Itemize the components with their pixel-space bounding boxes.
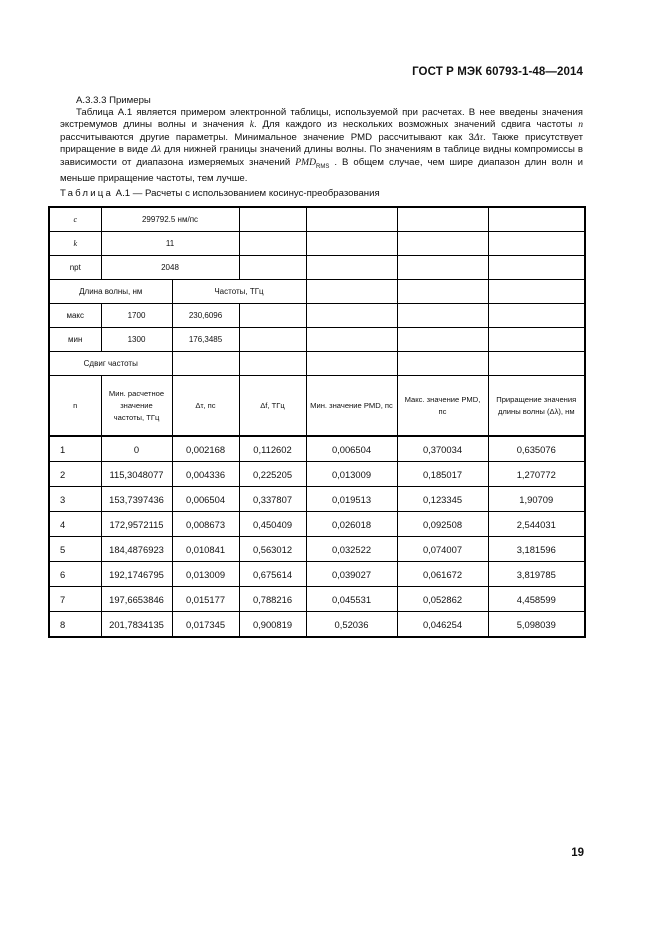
cell-min-freq: 153,7397436 — [101, 487, 172, 512]
empty-cell — [172, 352, 239, 376]
cell-df: 0,563012 — [239, 537, 306, 562]
column-header-row — [49, 376, 585, 437]
cell-df: 0,675614 — [239, 562, 306, 587]
empty-cell — [239, 304, 306, 328]
empty-cell — [488, 304, 585, 328]
param-row-headings — [49, 280, 585, 304]
cell-dtau: 0,006504 — [172, 487, 239, 512]
cell-max-pmd: 0,185017 — [397, 462, 488, 487]
table-row — [49, 462, 585, 487]
cell-max-pmd: 0,074007 — [397, 537, 488, 562]
cell-min-pmd: 0,045531 — [306, 587, 397, 612]
cell-df: 0,337807 — [239, 487, 306, 512]
cell-min-freq: 192,1746795 — [101, 562, 172, 587]
empty-cell — [397, 256, 488, 280]
param-c-value: 299792.5 нм/пс — [101, 207, 239, 232]
cell-min-freq: 115,3048077 — [101, 462, 172, 487]
cell-min-freq: 172,9572115 — [101, 512, 172, 537]
table-row — [49, 512, 585, 537]
empty-cell — [239, 256, 306, 280]
para-pmd: PMD — [295, 156, 317, 168]
empty-cell — [306, 207, 397, 232]
cell-min-pmd: 0,52036 — [306, 612, 397, 638]
para-n: n — [578, 119, 583, 131]
empty-cell — [397, 304, 488, 328]
cell-n: 3 — [49, 487, 101, 512]
cell-dtau: 0,017345 — [172, 612, 239, 638]
cell-min-pmd: 0,019513 — [306, 487, 397, 512]
min-frequency: 176,3485 — [172, 328, 239, 352]
param-row-k — [49, 232, 585, 256]
cell-dtau: 0,013009 — [172, 562, 239, 587]
wavelength-heading: Длина волны, нм — [49, 280, 172, 304]
col-header-min-freq: Мин. расчетное значение частоты, ТГц — [101, 376, 172, 437]
empty-cell — [306, 304, 397, 328]
para-text-2: . Для каждого из нескольких возможных значений сдвига частоты — [254, 119, 579, 131]
cell-max-pmd: 0,046254 — [397, 612, 488, 638]
cell-dtau: 0,002168 — [172, 436, 239, 462]
cell-df: 0,225205 — [239, 462, 306, 487]
empty-cell — [397, 232, 488, 256]
col-header-n: n — [49, 376, 101, 437]
cell-dlambda: 4,458599 — [488, 587, 585, 612]
empty-cell — [397, 280, 488, 304]
empty-cell — [397, 352, 488, 376]
param-row-npt — [49, 256, 585, 280]
cell-min-pmd: 0,039027 — [306, 562, 397, 587]
table-row — [49, 436, 585, 462]
cell-max-pmd: 0,052862 — [397, 587, 488, 612]
max-wavelength: 1700 — [101, 304, 172, 328]
caption-prefix: Таблица — [60, 188, 114, 199]
para-text-4: . Также присутствует приращение в виде — [60, 131, 583, 156]
max-label: макс — [49, 304, 101, 328]
cell-dlambda: 2,544031 — [488, 512, 585, 537]
empty-cell — [488, 256, 585, 280]
empty-cell — [306, 352, 397, 376]
col-header-dlambda: Приращение значения длины волны (Δλ), нм — [488, 376, 585, 437]
cell-min-pmd: 0,032522 — [306, 537, 397, 562]
cell-dlambda: 5,098039 — [488, 612, 585, 638]
para-text-5: для нижней границы значений длины волны. По значениям в таблице видны компромиссы в зависимости от диапазона измеряемых значений — [60, 144, 583, 168]
table-row — [49, 537, 585, 562]
cell-dtau: 0,004336 — [172, 462, 239, 487]
table-caption — [60, 188, 380, 199]
cell-dlambda: 3,819785 — [488, 562, 585, 587]
cell-n: 5 — [49, 537, 101, 562]
cell-n: 6 — [49, 562, 101, 587]
empty-cell — [488, 280, 585, 304]
param-npt-value: 2048 — [101, 256, 239, 280]
cell-max-pmd: 0,123345 — [397, 487, 488, 512]
empty-cell — [239, 232, 306, 256]
cell-min-freq: 197,6653846 — [101, 587, 172, 612]
empty-cell — [306, 280, 397, 304]
caption-rest: А.1 — Расчеты с использованием косинус-преобразования — [113, 188, 380, 199]
cell-dtau: 0,008673 — [172, 512, 239, 537]
empty-cell — [306, 328, 397, 352]
empty-cell — [397, 207, 488, 232]
param-row-shift — [49, 352, 585, 376]
para-text-6: . В общем случае, чем шире диапазон длин волн и меньше приращение частоты, тем лучше. — [60, 156, 584, 184]
cell-min-freq: 0 — [101, 436, 172, 462]
cell-df: 0,112602 — [239, 436, 306, 462]
cell-df: 0,788216 — [239, 587, 306, 612]
frequency-shift-heading: Сдвиг частоты — [49, 352, 172, 376]
param-row-min — [49, 328, 585, 352]
min-wavelength: 1300 — [101, 328, 172, 352]
cell-dlambda: 1,270772 — [488, 462, 585, 487]
page-number: 19 — [571, 847, 584, 859]
frequency-heading: Частоты, ТГц — [172, 280, 306, 304]
empty-cell — [488, 328, 585, 352]
para-text-3: рассчитываются другие параметры. Минимальное значение PMD рассчитывают как 3 — [60, 131, 474, 143]
para-text-1: Таблица А.1 является примером электронной таблицы, используемой при расчетах. В нее введены значения экстремумов длины волны и значения — [60, 107, 583, 131]
min-label: мин — [49, 328, 101, 352]
para-delta-tau: Δτ — [473, 131, 483, 143]
empty-cell — [306, 256, 397, 280]
empty-cell — [239, 328, 306, 352]
cell-n: 4 — [49, 512, 101, 537]
param-k-label: k — [49, 232, 101, 256]
calculation-table — [48, 206, 586, 638]
section-title: А.3.3.3 Примеры — [76, 95, 151, 106]
empty-cell — [488, 352, 585, 376]
cell-dlambda: 3,181596 — [488, 537, 585, 562]
cell-max-pmd: 0,370034 — [397, 436, 488, 462]
cell-min-pmd: 0,006504 — [306, 436, 397, 462]
param-row-max — [49, 304, 585, 328]
cell-df: 0,450409 — [239, 512, 306, 537]
cell-min-freq: 184,4876923 — [101, 537, 172, 562]
param-c-label: c — [49, 207, 101, 232]
cell-min-freq: 201,7834135 — [101, 612, 172, 638]
col-header-dtau: Δτ, пс — [172, 376, 239, 437]
cell-dlambda: 1,90709 — [488, 487, 585, 512]
col-header-min-pmd: Мин. значение PMD, пс — [306, 376, 397, 437]
table-row — [49, 587, 585, 612]
body-paragraph — [60, 107, 583, 185]
cell-dtau: 0,015177 — [172, 587, 239, 612]
param-npt-label: npt — [49, 256, 101, 280]
cell-min-pmd: 0,026018 — [306, 512, 397, 537]
table-row — [49, 487, 585, 512]
para-rms: RMS — [316, 163, 330, 170]
col-header-df: Δf, ТГц — [239, 376, 306, 437]
col-header-max-pmd: Макс. значение PMD, пс — [397, 376, 488, 437]
cell-df: 0,900819 — [239, 612, 306, 638]
empty-cell — [239, 352, 306, 376]
cell-dtau: 0,010841 — [172, 537, 239, 562]
cell-max-pmd: 0,092508 — [397, 512, 488, 537]
cell-dlambda: 0,635076 — [488, 436, 585, 462]
document-header: ГОСТ Р МЭК 60793-1-48—2014 — [412, 66, 583, 78]
empty-cell — [239, 207, 306, 232]
empty-cell — [488, 232, 585, 256]
empty-cell — [306, 232, 397, 256]
table-row — [49, 612, 585, 638]
cell-n: 1 — [49, 436, 101, 462]
max-frequency: 230,6096 — [172, 304, 239, 328]
cell-n: 8 — [49, 612, 101, 638]
param-row-c — [49, 207, 585, 232]
table-row — [49, 562, 585, 587]
empty-cell — [488, 207, 585, 232]
para-delta-lambda: Δλ — [151, 144, 162, 156]
cell-n: 2 — [49, 462, 101, 487]
para-k: k — [249, 119, 254, 131]
cell-max-pmd: 0,061672 — [397, 562, 488, 587]
empty-cell — [397, 328, 488, 352]
param-k-value: 11 — [101, 232, 239, 256]
cell-min-pmd: 0,013009 — [306, 462, 397, 487]
cell-n: 7 — [49, 587, 101, 612]
